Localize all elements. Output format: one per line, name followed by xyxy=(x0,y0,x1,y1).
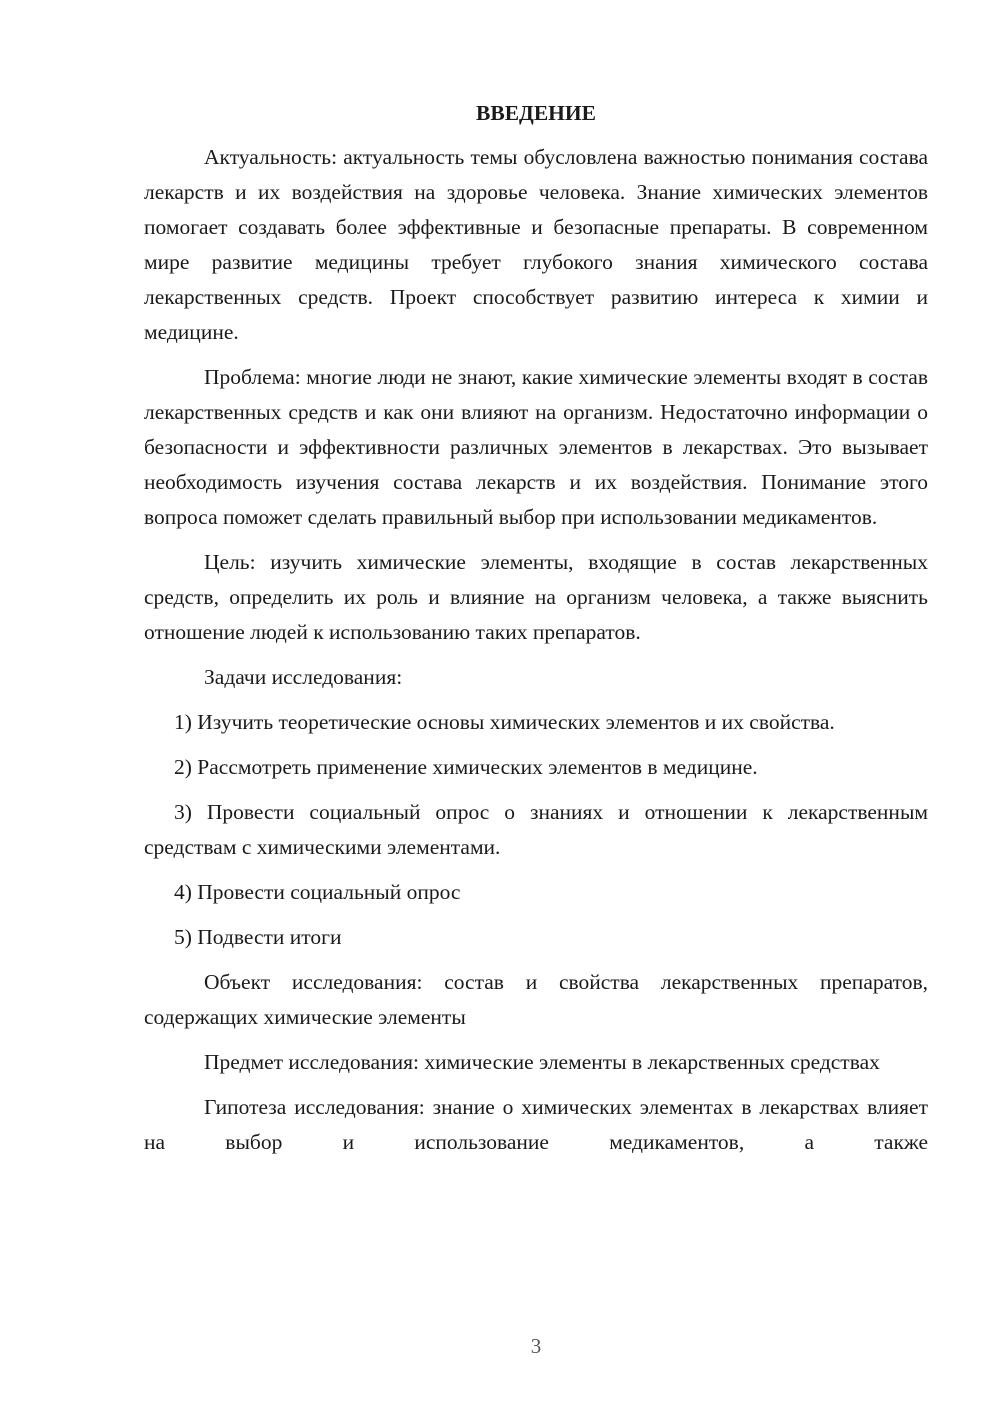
relevance-paragraph: Актуальность: актуальность темы обусловлена важностью понимания состава лекарств и их воздействия на здоровье человека. Знание химических элементов помогает создавать более эффективные и безопасные препараты. В современном мире развитие медицины требует глубокого знания химического состава лекарственных средств. Проект способствует развитию интереса к химии и медицине. xyxy=(144,145,928,344)
task-item-1: 1) Изучить теоретические основы химических элементов и их свойства. xyxy=(174,710,835,734)
document-page xyxy=(144,92,928,1160)
goal-paragraph: Цель: изучить химические элементы, входящие в состав лекарственных средств, определить их роль и влияние на организм человека, а также выяснить отношение людей к использованию таких препаратов. xyxy=(144,550,928,644)
problem-paragraph: Проблема: многие люди не знают, какие химические элементы входят в состав лекарственных средств и как они влияют на организм. Недостаточно информации о безопасности и эффективности различных элементов в лекарствах. Это вызывает необходимость изучения состава лекарств и их воздействия. Понимание этого вопроса поможет сделать правильный выбор при использовании медикаментов. xyxy=(144,365,928,529)
object-paragraph: Объект исследования: состав и свойства лекарственных препаратов, содержащих химические элементы xyxy=(144,970,928,1029)
task-item-5: 5) Подвести итоги xyxy=(174,925,342,949)
subject-paragraph: Предмет исследования: химические элементы в лекарственных средствах xyxy=(204,1050,880,1074)
page-number: 3 xyxy=(530,1334,542,1358)
task-item-3: 3) Провести социальный опрос о знаниях и отношении к лекарственным средствам с химическими элементами. xyxy=(144,800,928,859)
section-title: ВВЕДЕНИЕ xyxy=(476,101,596,125)
tasks-heading: Задачи исследования: xyxy=(204,665,403,689)
hypothesis-paragraph: Гипотеза исследования: знание о химических элементах в лекарствах влияет на выбор и использование медикаментов, а также xyxy=(144,1095,928,1154)
task-item-4: 4) Провести социальный опрос xyxy=(174,880,461,904)
task-item-2: 2) Рассмотреть применение химических элементов в медицине. xyxy=(174,755,758,779)
